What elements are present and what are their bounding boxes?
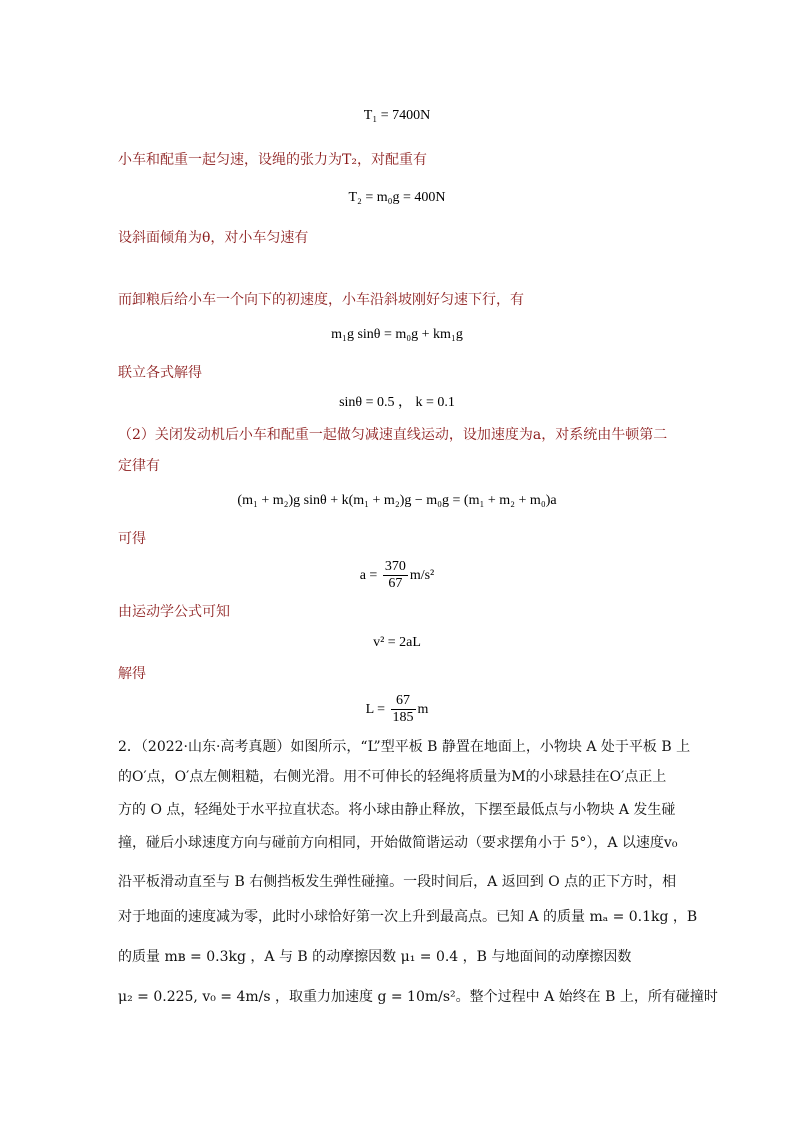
fraction-denominator: 67 (388, 576, 403, 592)
equation-length (0, 692, 794, 728)
eq-lhs: L = (365, 702, 386, 717)
fraction-numerator: 67 (391, 693, 416, 710)
problem-line: 方的 O 点，轻绳处于水平拉直状态。将小球由静止释放，下摆至最低点与小物块 A 发生碰 (118, 802, 676, 818)
text-line: 可得 (118, 531, 146, 547)
unit: m/s² (409, 568, 435, 583)
text-line: 解得 (118, 666, 146, 682)
text-line: 设斜面倾角为θ，对小车匀速有 (118, 230, 309, 246)
fraction-denominator: 185 (392, 710, 414, 726)
problem-line: 2．（2022·山东·高考真题）如图所示，“L”型平板 B 静置在地面上，小物块 A 处于平板 B 上 (118, 739, 691, 755)
eq-lhs: a = (359, 568, 378, 583)
fraction (391, 693, 416, 726)
problem-line: 对于地面的速度减为零，此时小球恰好第一次上升到最高点。已知 A 的质量 mₐ = 0.1kg ，B (118, 909, 698, 925)
problem-line: 的O′点，O′点左侧粗糙，右侧光滑。用不可伸长的轻绳将质量为M的小球悬挂在O′点正上 (118, 769, 667, 785)
text-line: （2）关闭发动机后小车和配重一起做匀减速直线运动，设加速度为a，对系统由牛顿第二 (118, 427, 668, 443)
equation-acceleration (0, 558, 794, 594)
problem-line: μ₂ = 0.225, v₀ = 4m/s ，取重力加速度 g = 10m/s²。整个过程中 A 始终在 B 上，所有碰撞时 (118, 989, 718, 1005)
equation-t1: T₁ = 7400N (363, 108, 431, 123)
problem-line: 撞，碰后小球速度方向与碰前方向相同，开始做简谐运动（要求摆角小于 5°），A 以速度v₀ (118, 835, 678, 851)
equation-t2: T₂ = m₀g = 400N (348, 190, 446, 205)
fraction-numerator: 370 (384, 559, 406, 575)
equation-incline: m₁g sinθ = m₀g + km₁g (331, 327, 463, 342)
text-line: 联立各式解得 (118, 365, 202, 381)
unit: m (417, 702, 429, 717)
text-line: 由运动学公式可知 (118, 604, 230, 620)
problem-line: 沿平板滑动直至与 B 右侧挡板发生弹性碰撞。一段时间后，A 返回到 O 点的正下方时，相 (118, 874, 677, 890)
equation-solution: sinθ = 0.5 ， k = 0.1 (339, 395, 455, 410)
equation-kinematics: v² = 2aL (373, 635, 421, 650)
text-line: 定律有 (118, 458, 160, 474)
fraction (383, 559, 408, 592)
text-line: 小车和配重一起匀速，设绳的张力为T₂，对配重有 (118, 152, 427, 168)
equation-newton: (m₁ + m₂)g sinθ + k(m₁ + m₂)g − m₀g = (m₁ + m₂ + m₀)a (237, 493, 557, 508)
text-line: 而卸粮后给小车一个向下的初速度，小车沿斜坡刚好匀速下行，有 (118, 292, 524, 308)
problem-line: 的质量 mʙ = 0.3kg ，A 与 B 的动摩擦因数 μ₁ = 0.4 ，B 与地面间的动摩擦因数 (118, 949, 632, 965)
